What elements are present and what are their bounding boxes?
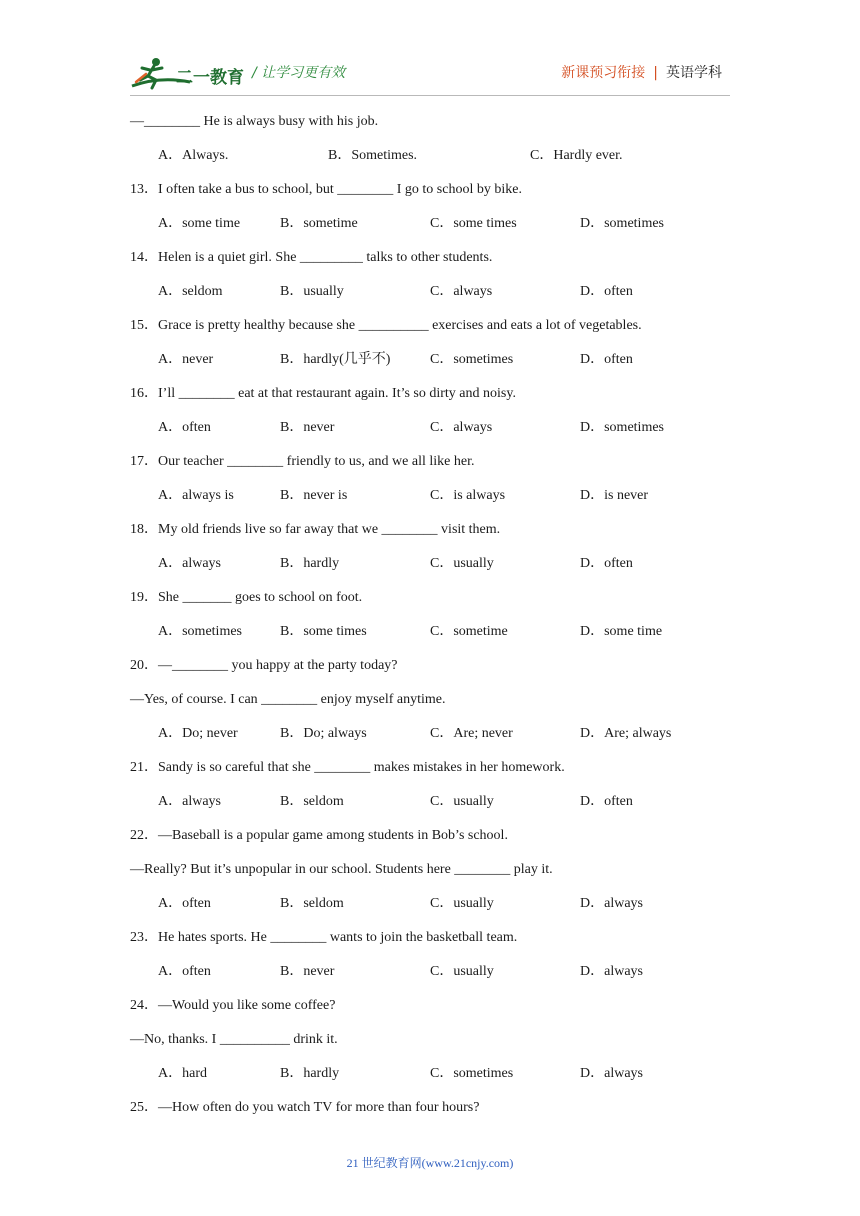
answer-option: D．some time [580,624,663,639]
answer-option: C．is always [430,488,506,503]
header-course-label [561,62,722,82]
answer-option: C．usually [430,964,494,979]
answer-options [130,418,730,452]
answer-option: B．hardly [280,556,340,571]
answer-option: C．Are; never [430,726,513,741]
answer-option: B．never [280,420,335,435]
answer-option: B．hardly(几乎不) [280,352,391,367]
page-footer: 21 世纪教育网(www.21cnjy.com) [346,1156,514,1170]
answer-option: B．sometime [280,216,358,231]
question-text: 23．He hates sports. He ________ wants to join the basketball team. [130,930,518,945]
answer-option: A．always is [158,488,234,503]
answer-option: D．sometimes [580,216,664,231]
header-divider [130,95,730,96]
answer-option: A．often [158,420,211,435]
answer-option: C．some times [430,216,517,231]
answer-option: C．usually [430,794,494,809]
question-text: —Yes, of course. I can ________ enjoy myself anytime. [130,692,446,707]
answer-option: C．sometime [430,624,508,639]
page-header [0,0,860,100]
question-text: 25．—How often do you watch TV for more than four hours? [130,1100,480,1115]
answer-option: D．is never [580,488,649,503]
answer-option: B．seldom [280,896,344,911]
answer-options [130,1064,730,1098]
answer-option: D．sometimes [580,420,664,435]
answer-option: C．usually [430,556,494,571]
answer-option: A．often [158,964,211,979]
answer-option: D．always [580,896,643,911]
question-text: —Really? But it’s unpopular in our school. Students here ________ play it. [130,862,553,877]
answer-option: C．usually [430,896,494,911]
answer-options [130,486,730,520]
question-text: 14．Helen is a quiet girl. She _________ talks to other students. [130,250,493,265]
answer-options [130,554,730,588]
answer-option: B．seldom [280,794,344,809]
header-slogan: / 让学习更有效 [252,65,346,81]
question-text: 21．Sandy is so careful that she ________ makes mistakes in her homework. [130,760,565,775]
answer-option: B．never [280,964,335,979]
answer-option: C．always [430,284,493,299]
answer-option: A．always [158,794,221,809]
answer-option: B．never is [280,488,348,503]
answer-option: C．sometimes [430,352,514,367]
answer-options [130,962,730,996]
question-text: 15．Grace is pretty healthy because she __________ exercises and eats a lot of vegetables. [130,318,642,333]
answer-option: A．seldom [158,284,223,299]
answer-option: B．usually [280,284,344,299]
answer-option: B．Do; always [280,726,367,741]
question-text: 22．—Baseball is a popular game among students in Bob’s school. [130,828,508,843]
answer-option: C．always [430,420,493,435]
answer-options [130,792,730,826]
answer-option: D．often [580,794,633,809]
answer-options [130,724,730,758]
answer-option: D．always [580,1066,643,1081]
answer-option: A．some time [158,216,241,231]
answer-options [130,622,730,656]
question-text: 19．She _______ goes to school on foot. [130,590,363,605]
answer-option: A．Do; never [158,726,238,741]
answer-option: A．Always. [158,148,229,163]
question-text: 24．—Would you like some coffee? [130,998,336,1013]
answer-option: D．always [580,964,643,979]
answer-options [130,214,730,248]
question-text: —________ He is always busy with his job. [130,114,379,129]
answer-options [130,894,730,928]
answer-option: C．Hardly ever. [530,148,623,163]
answer-options [130,146,730,180]
answer-option: B．some times [280,624,367,639]
answer-option: B．hardly [280,1066,340,1081]
answer-option: A．hard [158,1066,207,1081]
header-separator: | [653,65,658,81]
question-text: 20．—________ you happy at the party today? [130,658,398,673]
question-text: 16．I’ll ________ eat at that restaurant again. It’s so dirty and noisy. [130,386,516,401]
answer-option: A．never [158,352,214,367]
answer-option: A．always [158,556,221,571]
logo-text: 二一教育 [176,68,244,88]
subject-name: 英语学科 [666,65,722,81]
question-text: 17．Our teacher ________ friendly to us, and we all like her. [130,454,475,469]
answer-option: B．Sometimes. [328,148,418,163]
answer-options [130,350,730,384]
answer-option: A．often [158,896,211,911]
question-list [130,112,730,1132]
question-text: —No, thanks. I __________ drink it. [130,1032,338,1047]
question-text: 18．My old friends live so far away that we ________ visit them. [130,522,501,537]
answer-option: D．often [580,556,633,571]
answer-option: C．sometimes [430,1066,514,1081]
answer-option: D．Are; always [580,726,672,741]
answer-option: D．often [580,352,633,367]
answer-option: D．often [580,284,633,299]
answer-option: A．sometimes [158,624,242,639]
course-name: 新课预习衔接 [561,65,646,81]
answer-options [130,282,730,316]
question-text: 13．I often take a bus to school, but ________ I go to school by bike. [130,182,522,197]
